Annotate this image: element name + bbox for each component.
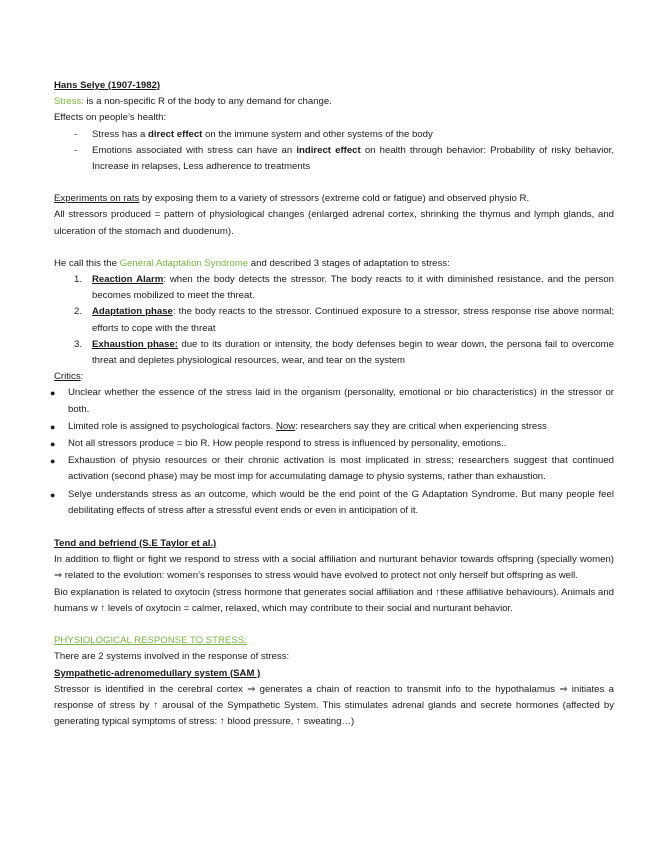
- effects-list: [54, 127, 614, 176]
- document-content: [50, 78, 614, 730]
- gas-intro: [54, 256, 614, 272]
- effects-item-post: on health through behavior: Probability of risky behavior, Increase in relapses, Less adherence to treatments: [92, 144, 614, 173]
- critics-item-text: Unclear whether the essence of the stress laid in the organism (personality, emotional or bio characteristics) in the stressor or both.: [68, 387, 614, 415]
- selye-heading-text: Hans Selye (1907-1982): [54, 80, 161, 91]
- effects-item-bold: direct effect: [148, 128, 203, 140]
- critics-heading-text: Critics: [54, 371, 81, 383]
- bullet-marker: ●: [50, 456, 56, 467]
- critics-item: [50, 436, 614, 452]
- critics-item-text: Exhaustion of physio resources or their chronic activation is most implicated in stress; researchers suggest that continued activation (second phase) may be most imp for accumulating damage to physio systems, rather than exhaustion.: [68, 455, 614, 483]
- gas-intro-post: and described 3 stages of adaptation to stress:: [248, 257, 450, 269]
- spacer: [54, 520, 614, 536]
- experiments-underlined: Experiments on rats: [54, 193, 140, 205]
- physio-heading-text: PHYSIOLOGICAL RESPONSE TO STRESS:: [54, 635, 247, 647]
- critics-item: [50, 487, 614, 519]
- stress-definition-text: is a non-specific R of the body to any demand for change.: [83, 96, 332, 108]
- critics-limited-pre: Limited role is assigned to psychological factors.: [68, 420, 276, 432]
- critics-list: [50, 385, 614, 519]
- dash-marker: -: [74, 144, 78, 156]
- gas-stage-exhaustion: [54, 337, 614, 369]
- sam-heading: [54, 666, 614, 682]
- stage-text: : when the body detects the stressor. The body reacts to it with diminished resistance, and the person becomes mobilized to meet the threat.: [92, 274, 614, 302]
- tend-heading-text: Tend and befriend (S.E Taylor et al.): [54, 538, 217, 550]
- effects-item-bold: indirect effect: [296, 144, 361, 156]
- bullet-marker: ●: [50, 421, 56, 432]
- stage-label: Adaptation phase: [92, 306, 173, 318]
- stage-text: : the body reacts to the stressor. Continued exposure to a stressor, stress response rise above normal; efforts to cope with the threat: [92, 306, 614, 334]
- effects-item-post: on the immune system and other systems of the body: [202, 128, 433, 140]
- tend-heading: [54, 536, 614, 552]
- critics-limited-now: Now: [275, 420, 296, 432]
- critics-item: [50, 385, 614, 417]
- spacer: [54, 240, 614, 256]
- selye-heading: [54, 78, 614, 94]
- effects-item-pre: Stress has a: [92, 128, 148, 140]
- gas-intro-pre: He call this the: [54, 257, 120, 269]
- gas-stage-adaptation: [54, 304, 614, 336]
- effects-item-pre: Emotions associated with stress can have an: [92, 144, 297, 156]
- bullet-marker: ●: [50, 489, 56, 500]
- stress-definition: [54, 94, 614, 110]
- tend-paragraph-2: Bio explanation is related to oxytocin (stress hormone that generates social affiliation and ↑these affiliative behaviours). Animals and humans w ↑ levels of oxytocin = calmer, relaxed, which may contribute to their social and nurturant behavior.: [54, 586, 614, 614]
- bullet-marker: ●: [50, 439, 56, 450]
- experiments-result: All stressors produced = pattern of physiological changes (enlarged adrenal cortex, shrinking the thymus and lymph glands, and ulceration of the stomach and duodenum).: [54, 209, 614, 237]
- critics-heading: [54, 369, 614, 385]
- spacer: [54, 617, 614, 633]
- gas-stage-reaction-alarm: [54, 272, 614, 304]
- physio-heading: [54, 633, 614, 649]
- critics-item-text: Selye understands stress as an outcome, which would be the end point of the G Adaptation Syndrome. But many people feel debilitating effects of stress after a stressful event ends or even in anticipation of it.: [68, 488, 614, 516]
- experiments-line: [54, 191, 614, 207]
- dash-marker: -: [74, 128, 78, 140]
- experiments-rest: by exposing them to a variety of stressors (extreme cold or fatigue) and observed physio R.: [139, 193, 530, 205]
- stage-number: 1.: [74, 274, 83, 286]
- stage-text: due to its duration or intensity, the body defenses begin to wear down, the persona fail to overcome threat and depletes physiological resources, wear, and tear on the system: [92, 338, 614, 367]
- effects-intro: Effects on people’s health:: [54, 112, 167, 124]
- spacer: [54, 175, 614, 191]
- gas-stages-list: [54, 272, 614, 369]
- bullet-marker: ●: [50, 388, 56, 399]
- critics-item: [50, 419, 614, 435]
- physio-intro: There are 2 systems involved in the response of stress:: [54, 651, 290, 663]
- tend-paragraph-1: In addition to flight or fight we respond to stress with a social affiliation and nurturant behavior towards offspring (specially women) ⇒ related to the evolution: women’s responses to stress would have evolved to protect not only herself but offspring as well.: [54, 554, 614, 582]
- sam-text: Stressor is identified in the cerebral cortex ⇒ generates a chain of reaction to transmit info to the hypothalamus ⇒ initiates a response of stress by ↑ arousal of the Sympathetic System. This stimulates adrenal glands and secrete hormones (affected by generating typical symptoms of stress: ↑ blood pressure, ↑ sweating…): [54, 683, 614, 728]
- stage-label: Exhaustion phase:: [92, 338, 179, 350]
- critics-item: [50, 453, 614, 485]
- critics-limited-post: : researchers say they are critical when experiencing stress: [295, 420, 547, 432]
- stage-number: 3.: [74, 338, 83, 350]
- critics-colon: :: [80, 371, 84, 383]
- stress-term: Stress:: [54, 96, 84, 108]
- stage-number: 2.: [74, 306, 83, 318]
- effects-item-direct: [54, 127, 614, 143]
- stage-label: Reaction Alarm: [92, 274, 164, 286]
- sam-heading-text: Sympathetic-adrenomedullary system (SAM ): [54, 667, 261, 679]
- effects-item-indirect: [54, 143, 614, 175]
- critics-item-text: Not all stressors produce = bio R. How people respond to stress is influenced by personality, emotions..: [68, 438, 507, 450]
- gas-term: General Adaptation Syndrome: [119, 257, 249, 269]
